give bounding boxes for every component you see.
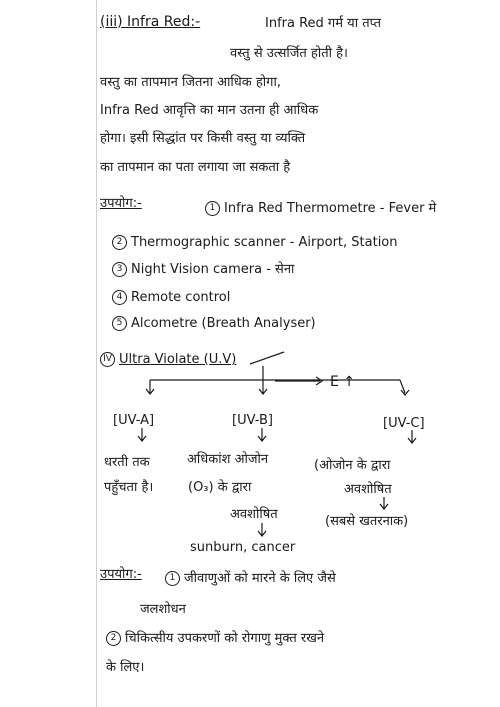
number-circle-icon: 1: [205, 201, 220, 216]
uv-a-text2: पहुँचता है।: [104, 480, 154, 495]
uv-c-label: [UV-C]: [383, 416, 425, 431]
ir-heading: (iii) Infra Red:-: [100, 14, 201, 30]
number-circle-icon: 4: [112, 290, 127, 305]
number-circle-icon: 2: [106, 631, 121, 646]
uv-heading: Ultra Violate (U.V): [119, 352, 237, 367]
uv-use-1: 1 जीवाणुओं को मारने के लिए जैसे: [165, 571, 336, 587]
uv-c-text1: (ओजोन के द्वारा: [314, 458, 391, 473]
ir-line5: होगा। इसी सिद्धांत पर किसी वस्तु या व्यक्ति: [100, 131, 306, 146]
ir-uses-label: उपयोग:-: [100, 196, 142, 211]
ir-line3: वस्तु का तापमान जितना आधिक होगा,: [100, 75, 281, 90]
roman-number-circle-icon: IV: [100, 352, 115, 367]
ir-line2: वस्तु से उत्सर्जित होती है।: [230, 46, 348, 61]
ir-use-4: 4 Remote control: [112, 290, 230, 306]
uv-a-label: [UV-A]: [113, 413, 155, 428]
uv-b-label: [UV-B]: [232, 413, 273, 428]
uv-b-text1: अधिकांश ओजोन: [187, 452, 269, 467]
ir-use-2: 2 Thermographic scanner - Airport, Station: [112, 235, 398, 251]
ir-use-3: 3 Night Vision camera - सेना: [112, 262, 294, 278]
number-circle-icon: 2: [112, 235, 127, 250]
uv-use-1b: जलशोधन: [140, 602, 186, 617]
uv-a-text1: धरती तक: [104, 455, 150, 470]
uv-c-text3: (सबसे खतरनाक): [325, 514, 409, 529]
uv-energy-label: E ↑: [330, 374, 356, 390]
uv-b-text2: (O₃) के द्वारा: [188, 480, 252, 495]
uv-use-2b: के लिए।: [106, 660, 145, 675]
ir-line6: का तापमान का पता लगाया जा सकता है: [100, 160, 291, 175]
number-circle-icon: 3: [112, 262, 127, 277]
ir-line4: Infra Red आवृत्ति का मान उतना ही आधिक: [100, 103, 319, 118]
uv-use-2: 2 चिकित्सीय उपकरणों को रोगाणु मुक्त रखने: [106, 631, 324, 647]
uv-uses-label: उपयोग:-: [100, 567, 142, 582]
uv-c-text2: अवशोषित: [344, 482, 392, 497]
number-circle-icon: 5: [112, 316, 127, 331]
uv-b-effect: sunburn, cancer: [190, 540, 296, 555]
ir-line1: Infra Red गर्म या तप्त: [265, 16, 382, 31]
ir-use-1: 1 Infra Red Thermometre - Fever मे: [205, 201, 436, 217]
ir-use-5: 5 Alcometre (Breath Analyser): [112, 316, 316, 332]
uv-b-text3: अवशोषित: [230, 507, 278, 522]
number-circle-icon: 1: [165, 571, 180, 586]
